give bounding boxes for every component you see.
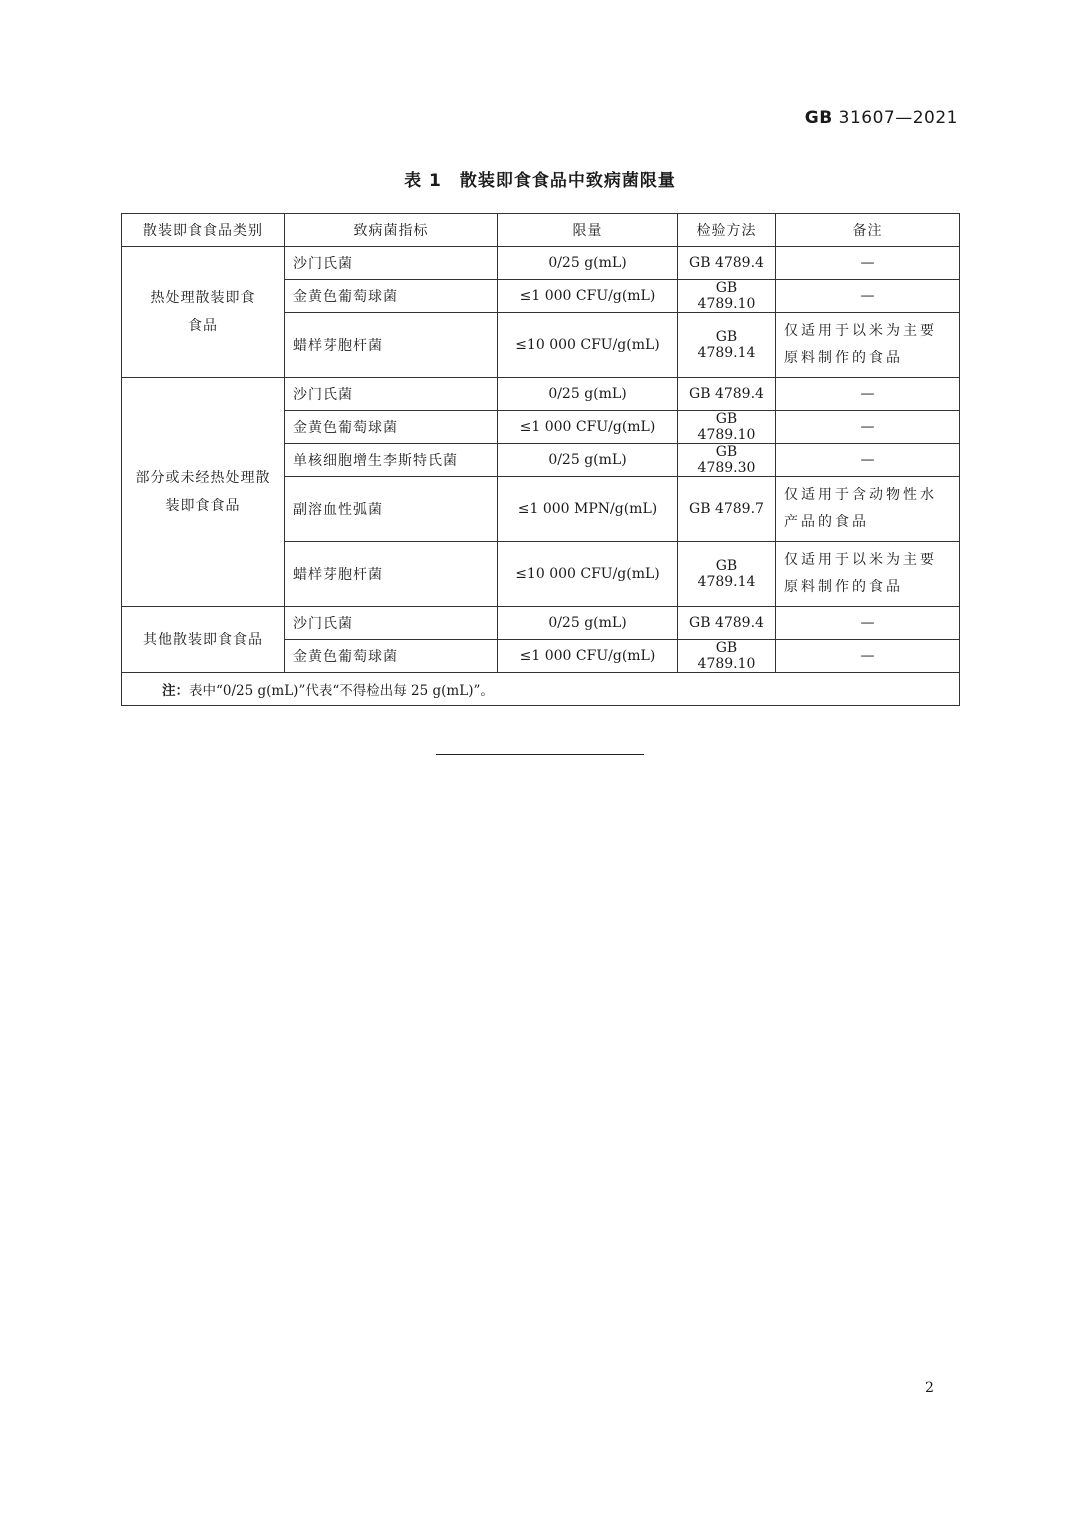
limit-cell: 0/25 g(mL) [498,378,678,411]
pathogen-cell: 沙门氏菌 [285,247,498,280]
pathogen-cell: 沙门氏菌 [285,378,498,411]
column-header-limit: 限量 [498,214,678,247]
table-row [122,247,960,280]
page-number: 2 [925,1380,934,1396]
pathogen-cell: 蜡样芽胞杆菌 [285,542,498,607]
column-header-category: 散装即食食品类别 [122,214,285,247]
note-text: 表中“0/25 g(mL)”代表“不得检出每 25 g(mL)”。 [189,683,494,699]
limit-cell: 0/25 g(mL) [498,444,678,477]
table-note [122,673,960,706]
table-number: 表 1 [404,171,442,191]
category-cell [122,247,285,378]
method-cell: GB 4789.4 [678,247,776,280]
table-header-row [122,214,960,247]
table-row [122,378,960,411]
pathogen-cell: 副溶血性弧菌 [285,477,498,542]
limit-cell: ≤1 000 CFU/g(mL) [498,640,678,673]
pathogen-cell: 单核细胞增生李斯特氏菌 [285,444,498,477]
pathogen-cell: 沙门氏菌 [285,607,498,640]
method-cell: GB 4789.30 [678,444,776,477]
method-cell: GB 4789.4 [678,607,776,640]
pathogen-cell: 金黄色葡萄球菌 [285,280,498,313]
pathogen-cell: 金黄色葡萄球菌 [285,411,498,444]
table-title-text: 散装即食食品中致病菌限量 [459,171,676,191]
pathogen-cell: 金黄色葡萄球菌 [285,640,498,673]
remark-cell: — [776,280,960,313]
end-rule-divider [436,754,644,755]
limit-cell: 0/25 g(mL) [498,247,678,280]
method-cell: GB 4789.4 [678,378,776,411]
category-label: 热处理散装即食食品 [150,290,256,334]
method-cell: GB 4789.14 [678,542,776,607]
standard-code [805,108,958,128]
table-row [122,607,960,640]
table-note-row [122,673,960,706]
method-cell: GB 4789.10 [678,411,776,444]
remark-cell: 仅适用于以米为主要原料制作的食品 [776,542,960,607]
limit-cell: 0/25 g(mL) [498,607,678,640]
remark-cell: — [776,247,960,280]
remark-cell: — [776,640,960,673]
limit-cell: ≤10 000 CFU/g(mL) [498,542,678,607]
column-header-pathogen: 致病菌指标 [285,214,498,247]
category-cell: 其他散装即食食品 [122,607,285,673]
remark-cell: — [776,411,960,444]
note-label: 注： [162,683,189,699]
standard-prefix: GB [804,108,833,128]
limit-cell: ≤1 000 MPN/g(mL) [498,477,678,542]
standard-number: 31607—2021 [838,108,958,128]
limit-cell: ≤1 000 CFU/g(mL) [498,280,678,313]
method-cell: GB 4789.7 [678,477,776,542]
limit-cell: ≤1 000 CFU/g(mL) [498,411,678,444]
column-header-method: 检验方法 [678,214,776,247]
remark-cell: — [776,378,960,411]
table-title [0,166,1080,191]
column-header-remark: 备注 [776,214,960,247]
remark-cell: — [776,444,960,477]
method-cell: GB 4789.14 [678,313,776,378]
method-cell: GB 4789.10 [678,640,776,673]
category-label: 部分或未经热处理散装即食食品 [135,470,271,514]
remark-cell: — [776,607,960,640]
method-cell: GB 4789.10 [678,280,776,313]
pathogen-cell: 蜡样芽胞杆菌 [285,313,498,378]
pathogen-limits-table [121,213,960,706]
category-cell [122,378,285,607]
remark-cell: 仅适用于含动物性水产品的食品 [776,477,960,542]
remark-cell: 仅适用于以米为主要原料制作的食品 [776,313,960,378]
limit-cell: ≤10 000 CFU/g(mL) [498,313,678,378]
